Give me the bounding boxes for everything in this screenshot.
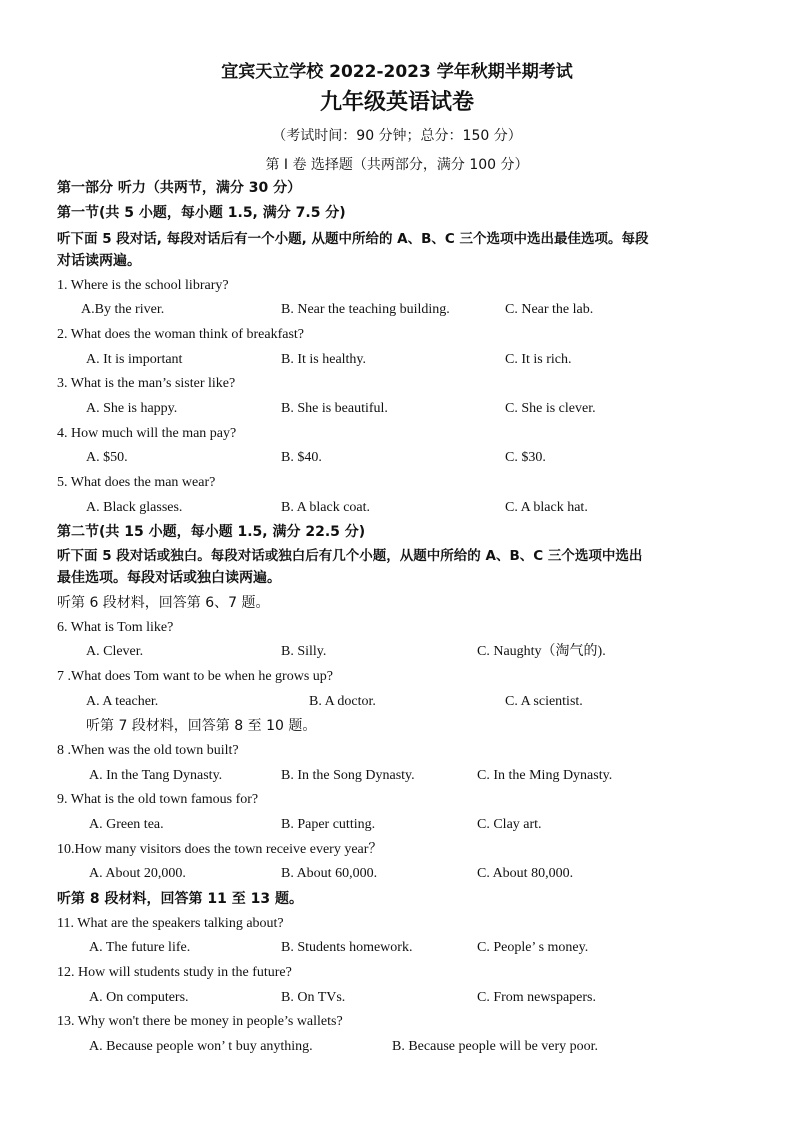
question-6-option-a[interactable]: A. Clever. — [86, 644, 144, 659]
question-4-option-a[interactable]: A. $50. — [86, 450, 128, 465]
material-8-instruction: 听第 8 段材料，回答第 11 至 13 题。 — [57, 891, 303, 907]
section2-title: 第二节(共 15 小题，每小题 1.5, 满分 22.5 分) — [57, 524, 366, 540]
question-6-stem: 6. What is Tom like? — [57, 620, 174, 635]
question-1-option-b[interactable]: B. Near the teaching building. — [281, 302, 450, 317]
question-2-option-b[interactable]: B. It is healthy. — [281, 352, 367, 367]
question-2-stem: 2. What does the woman think of breakfast? — [57, 327, 305, 342]
question-5-stem: 5. What does the man wear? — [57, 475, 216, 490]
question-13-stem: 13. Why won't there be money in people’s wallets? — [57, 1014, 343, 1029]
question-10-option-a[interactable]: A. About 20,000. — [89, 866, 186, 881]
question-7-option-b[interactable]: B. A doctor. — [309, 694, 376, 709]
question-11-option-a[interactable]: A. The future life. — [89, 940, 191, 955]
question-3-option-c[interactable]: C. She is clever. — [505, 401, 596, 416]
question-10-option-c[interactable]: C. About 80,000. — [477, 866, 574, 881]
question-2-option-c[interactable]: C. It is rich. — [505, 352, 572, 367]
question-5-option-c[interactable]: C. A black hat. — [505, 500, 588, 515]
question-4-option-c[interactable]: C. $30. — [505, 450, 546, 465]
question-9-option-a[interactable]: A. Green tea. — [89, 817, 164, 832]
question-13-option-a[interactable]: A. Because people won’ t buy anything. — [89, 1039, 313, 1054]
paper-title: 九年级英语试卷 — [319, 90, 474, 115]
question-12-option-a[interactable]: A. On computers. — [89, 990, 189, 1005]
question-2-option-a[interactable]: A. It is important — [86, 352, 183, 367]
question-11-option-b[interactable]: B. Students homework. — [281, 940, 413, 955]
question-9-stem: 9. What is the old town famous for? — [57, 792, 259, 807]
question-10-option-b[interactable]: B. About 60,000. — [281, 866, 378, 881]
question-11-stem: 11. What are the speakers talking about? — [57, 916, 284, 931]
question-8-option-c[interactable]: C. In the Ming Dynasty. — [477, 768, 613, 783]
question-12-option-b[interactable]: B. On TVs. — [281, 990, 346, 1005]
question-9-option-b[interactable]: B. Paper cutting. — [281, 817, 376, 832]
material-7-instruction: 听第 7 段材料，回答第 8 至 10 题。 — [86, 718, 317, 734]
question-6-option-b[interactable]: B. Silly. — [281, 644, 327, 659]
material-6-instruction: 听第 6 段材料，回答第 6、7 题。 — [57, 595, 270, 611]
exam-info: （考试时间：90 分钟；总分：150 分） — [272, 128, 522, 144]
section1-title: 第一节(共 5 小题，每小题 1.5, 满分 7.5 分) — [57, 205, 346, 221]
question-12-stem: 12. How will students study in the future? — [57, 965, 292, 980]
question-10-stem: 10.How many visitors does the town receive every year？ — [57, 842, 383, 857]
question-6-option-c[interactable]: C. Naughty（淘气的). — [477, 644, 606, 659]
section2-instruction-line1: 听下面 5 段对话或独白。每段对话或独白后有几个小题，从题中所给的 A、B、C 三个选项中选出 — [57, 548, 643, 564]
question-11-option-c[interactable]: C. People’ s money. — [477, 940, 589, 955]
volume-title: 第 I 卷 选择题（共两部分，满分 100 分） — [265, 157, 529, 173]
question-4-stem: 4. How much will the man pay? — [57, 426, 237, 441]
question-1-stem: 1. Where is the school library? — [57, 278, 229, 293]
question-8-option-b[interactable]: B. In the Song Dynasty. — [281, 768, 415, 783]
question-7-option-c[interactable]: C. A scientist. — [505, 694, 583, 709]
question-5-option-b[interactable]: B. A black coat. — [281, 500, 371, 515]
part1-title: 第一部分 听力（共两节，满分 30 分） — [57, 180, 302, 196]
question-3-stem: 3. What is the man’s sister like? — [57, 376, 236, 391]
question-1-option-c[interactable]: C. Near the lab. — [505, 302, 594, 317]
question-5-option-a[interactable]: A. Black glasses. — [86, 500, 183, 515]
section2-instruction-line2: 最佳选项。每段对话或独白读两遍。 — [57, 570, 281, 586]
question-8-option-a[interactable]: A. In the Tang Dynasty. — [89, 768, 223, 783]
section1-instruction-line1: 听下面 5 段对话, 每段对话后有一个小题, 从题中所给的 A、B、C 三个选项中选出最佳选项。每段 — [57, 231, 649, 247]
question-7-option-a[interactable]: A. A teacher. — [86, 694, 159, 709]
question-7-stem: 7 .What does Tom want to be when he grows up? — [57, 669, 333, 684]
section1-instruction-line2: 对话读两遍。 — [57, 253, 141, 269]
school-title: 宜宾天立学校 2022-2023 学年秋期半期考试 — [221, 62, 573, 82]
question-3-option-b[interactable]: B. She is beautiful. — [281, 401, 388, 416]
question-9-option-c[interactable]: C. Clay art. — [477, 817, 542, 832]
question-1-option-a[interactable]: A.By the river. — [81, 302, 165, 317]
question-8-stem: 8 .When was the old town built? — [57, 743, 239, 758]
question-3-option-a[interactable]: A. She is happy. — [86, 401, 178, 416]
question-12-option-c[interactable]: C. From newspapers. — [477, 990, 596, 1005]
question-13-option-b[interactable]: B. Because people will be very poor. — [392, 1039, 599, 1054]
question-4-option-b[interactable]: B. $40. — [281, 450, 322, 465]
